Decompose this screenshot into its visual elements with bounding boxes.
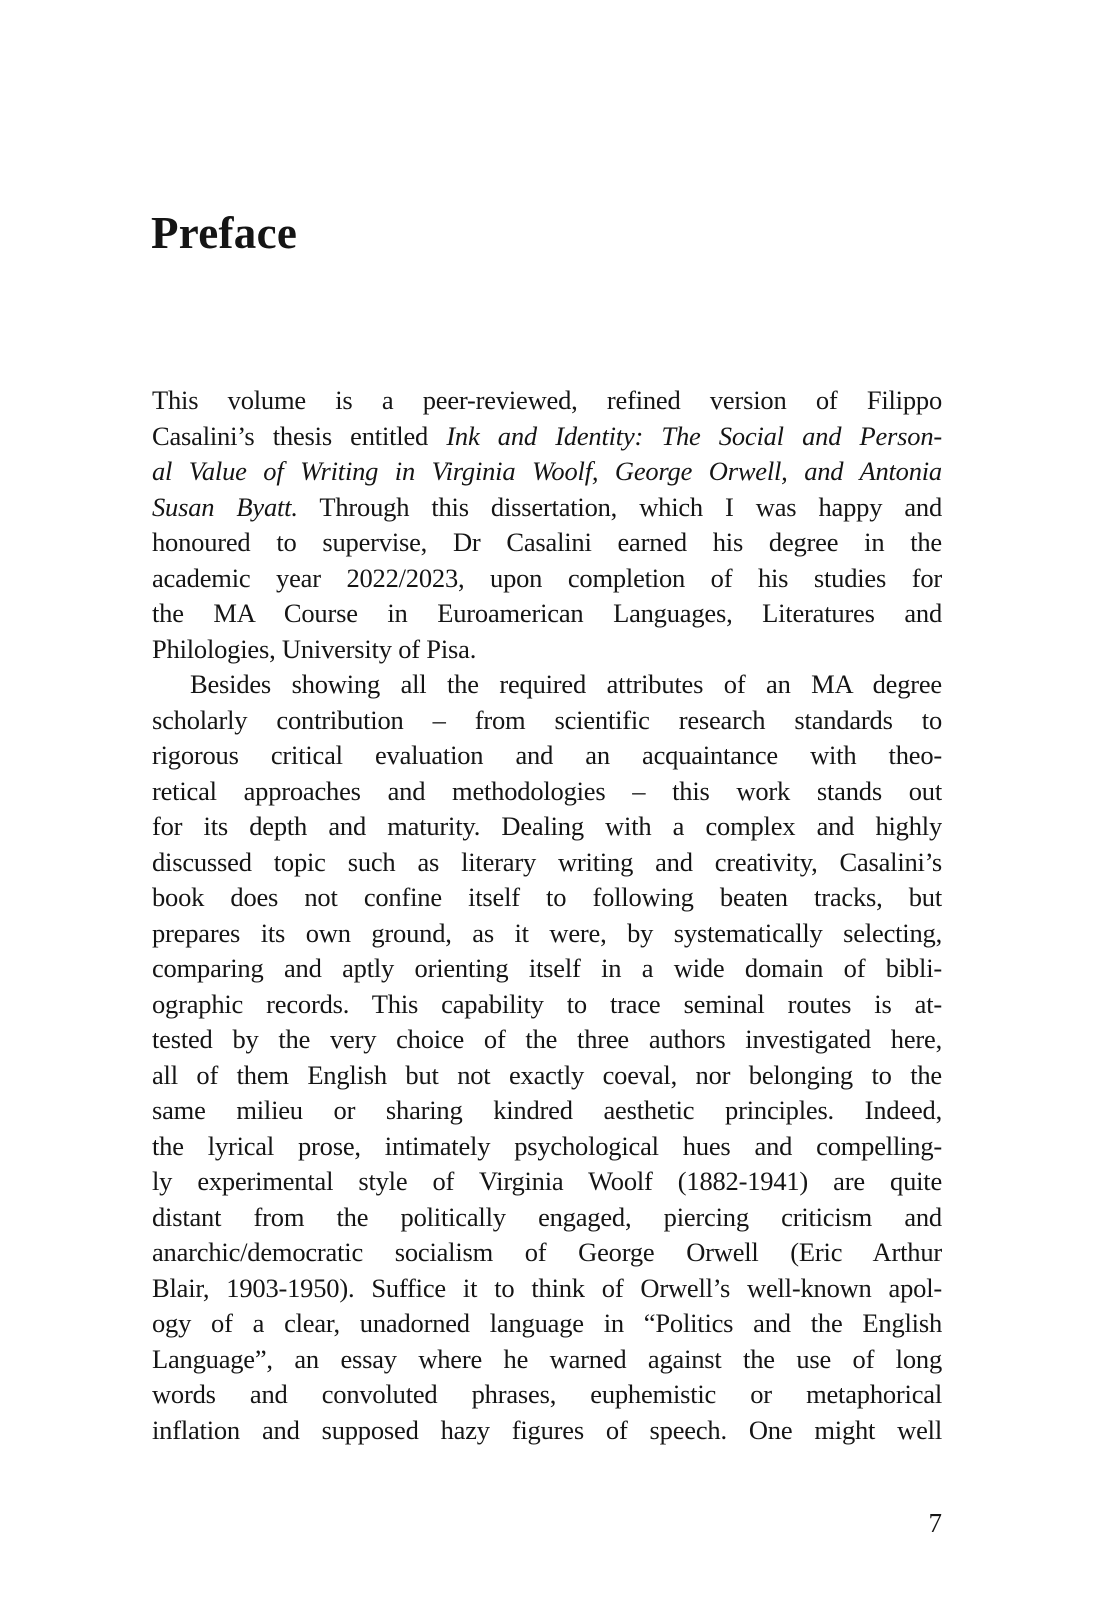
page-number: 7	[928, 1508, 942, 1538]
text-run: ogy of a clear, unadorned language in “Politics and the English	[152, 1308, 942, 1338]
text-line	[152, 1271, 942, 1307]
text-run: prepares its own ground, as it were, by systematically selecting,	[152, 917, 942, 948]
text-line	[152, 383, 942, 419]
text-run: rigorous critical evaluation and an acquaintance with theo-	[152, 740, 942, 770]
text-run: Blair, 1903-1950). Suffice it to think of Orwell’s well-known apol-	[152, 1272, 942, 1303]
text-run: for its depth and maturity. Dealing with a complex and highly	[152, 811, 942, 841]
text-run: academic year 2022/2023, upon completion of his studies for	[152, 562, 942, 593]
text-run: comparing and aptly orienting itself in a wide domain of bibli-	[152, 953, 942, 983]
text-line	[152, 1164, 942, 1200]
text-run: Casalini’s thesis entitled	[152, 420, 447, 451]
text-line	[152, 951, 942, 987]
text-line	[152, 880, 942, 916]
text-line	[152, 1413, 942, 1449]
text-run: honoured to supervise, Dr Casalini earned his degree in the	[152, 527, 942, 557]
italic-text-run: Ink and Identity: The Social and Person-	[446, 420, 942, 451]
text-run: retical approaches and methodologies – this work stands out	[152, 775, 942, 806]
text-line	[152, 703, 942, 739]
text-line	[152, 1342, 942, 1378]
text-line	[152, 1022, 942, 1058]
text-run: all of them English but not exactly coeval, nor belonging to the	[152, 1059, 942, 1090]
text-line	[152, 774, 942, 810]
text-line	[152, 809, 942, 845]
text-run: ographic records. This capability to trace seminal routes is at-	[152, 988, 942, 1019]
text-line	[152, 490, 942, 526]
text-line	[152, 1093, 942, 1129]
text-line	[152, 419, 942, 455]
text-line	[152, 1377, 942, 1413]
text-run: Philologies, University of Pisa.	[152, 633, 477, 664]
text-line	[152, 1200, 942, 1236]
italic-text-run: al Value of Writing in Virginia Woolf, George Orwell, and Antonia	[152, 456, 942, 486]
italic-text-run: Susan Byatt.	[152, 491, 298, 522]
text-run: book does not confine itself to following beaten tracks, but	[152, 882, 942, 912]
text-run: Through this dissertation, which I was happy and	[297, 491, 942, 522]
text-line	[152, 738, 942, 774]
page-title: Preface	[151, 208, 298, 259]
text-line	[152, 987, 942, 1023]
text-line	[152, 1235, 942, 1271]
text-run: the lyrical prose, intimately psychological hues and compelling-	[152, 1130, 942, 1161]
text-run: This volume is a peer-reviewed, refined version of Filippo	[152, 385, 942, 415]
text-run: words and convoluted phrases, euphemistic or metaphorical	[152, 1379, 942, 1409]
text-line	[152, 845, 942, 881]
text-line	[152, 632, 942, 668]
text-line	[152, 596, 942, 632]
text-run: scholarly contribution – from scientific research standards to	[152, 704, 942, 735]
text-run: inflation and supposed hazy figures of speech. One might well	[152, 1414, 942, 1445]
text-run: anarchic/democratic socialism of George Orwell (Eric Arthur	[152, 1237, 942, 1267]
text-line	[152, 1306, 942, 1342]
text-line	[152, 525, 942, 561]
text-run: Besides showing all the required attributes of an MA degree	[190, 669, 942, 699]
text-run: discussed topic such as literary writing and creativity, Casalini’s	[152, 846, 942, 877]
text-line	[152, 454, 942, 490]
text-run: Language”, an essay where he warned against the use of long	[152, 1343, 942, 1374]
text-run: same milieu or sharing kindred aesthetic principles. Indeed,	[152, 1095, 942, 1125]
text-line	[152, 1058, 942, 1094]
text-run: the MA Course in Euroamerican Languages, Literatures and	[152, 598, 942, 628]
text-run: distant from the politically engaged, piercing criticism and	[152, 1201, 942, 1232]
body-text	[152, 383, 942, 1448]
text-line	[152, 561, 942, 597]
text-run: tested by the very choice of the three authors investigated here,	[152, 1024, 942, 1054]
text-line	[152, 667, 942, 703]
text-line	[152, 1129, 942, 1165]
text-run: ly experimental style of Virginia Woolf (1882-1941) are quite	[152, 1166, 942, 1196]
text-line	[152, 916, 942, 952]
